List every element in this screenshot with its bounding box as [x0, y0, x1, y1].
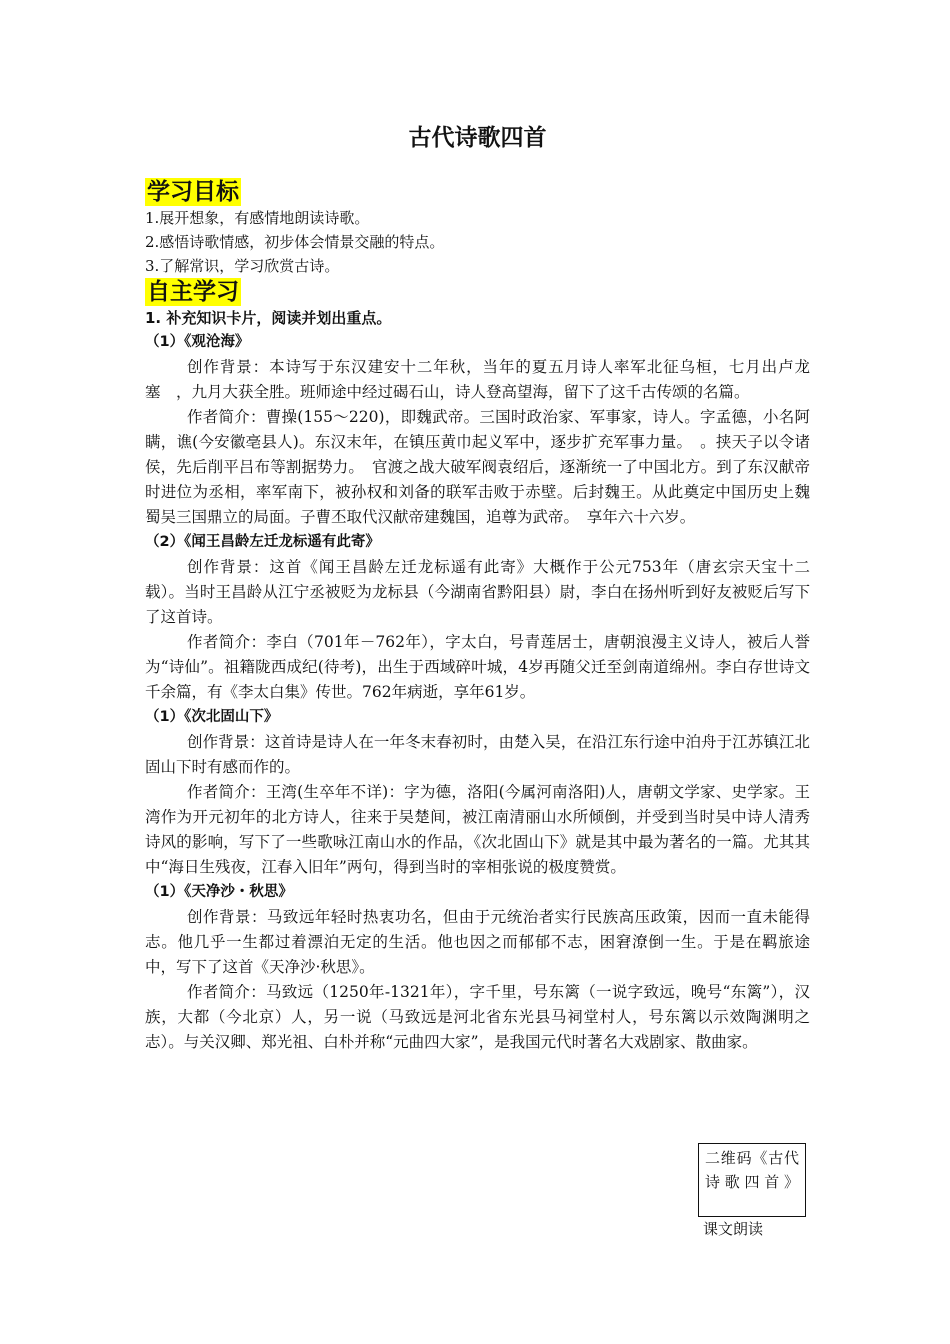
qr-caption: 课文朗读 — [703, 1220, 764, 1238]
poem-label: （1）《天净沙・秋思》 — [145, 884, 293, 900]
goals-section — [145, 178, 810, 278]
poem-background: 创作背景：这首诗是诗人在一年冬末春初时，由楚入吴，在沿江东行途中泊舟于江苏镇江北固山下时有感而作的。 — [145, 733, 810, 776]
task-instruction: 1. 补充知识卡片，阅读并划出重点。 — [145, 309, 392, 327]
qr-code-box: 二维码《古代诗歌四首》 — [698, 1143, 806, 1217]
heading-goals: 学习目标 — [147, 179, 239, 205]
poem-label: （2）《闻王昌龄左迁龙标遥有此寄》 — [145, 534, 380, 550]
poem-block-2 — [145, 530, 810, 705]
goal-item: 3.了解常识，学习欣赏古诗。 — [145, 257, 340, 275]
poem-background: 创作背景：马致远年轻时热衷功名，但由于元统治者实行民族高压政策，因而一直未能得志。他几乎一生都过着漂泊无定的生活。他也因之而郁郁不志，困窘潦倒一生。于是在羁旅途中，写下了这首《天净沙·秋思》。 — [145, 908, 810, 976]
poem-background: 创作背景：本诗写于东汉建安十二年秋，当年的夏五月诗人率军北征乌桓，七月出卢龙塞 ，九月大获全胜。班师途中经过碣石山，诗人登高望海，留下了这千古传颂的名篇。 — [145, 358, 810, 401]
poem-block-1 — [145, 330, 810, 530]
poem-author: 作者简介：曹操(155～220)，即魏武帝。三国时政治家、军事家，诗人。字孟德，小名阿瞒，谯(今安徽亳县人)。东汉末年，在镇压黄巾起义军中，逐步扩充军事力量。 。挟天子以令诸侯，先后削平吕布等割据势力。 官渡之战大破军阀袁绍后，逐渐统一了中国北方。到了东汉献帝时进位为丞相，率军南下，被孙权和刘备的联军击败于赤壁。后封魏王。从此奠定中国历史上魏蜀吴三国鼎立的局面。子曹丕取代汉献帝建魏国，追尊为武帝。 享年六十六岁。 — [145, 408, 810, 526]
poem-block-4 — [145, 880, 810, 1055]
heading-self-study: 自主学习 — [147, 279, 239, 305]
poem-author: 作者简介：马致远（1250年-1321年），字千里，号东篱（一说字致远，晚号“东篱”），汉族，大都（今北京）人，另一说（马致远是河北省东光县马祠堂村人，号东篱以示效陶渊明之志）。与关汉卿、郑光祖、白朴并称“元曲四大家”，是我国元代时著名大戏剧家、散曲家。 — [145, 983, 810, 1051]
poem-label: （1）《观沧海》 — [145, 334, 250, 350]
goal-item: 2.感悟诗歌情感，初步体会情景交融的特点。 — [145, 233, 445, 251]
document-body — [145, 120, 810, 1055]
poem-author: 作者简介：王湾(生卒年不详)：字为德，洛阳(今属河南洛阳)人，唐朝文学家、史学家。王湾作为开元初年的北方诗人，往来于吴楚间，被江南清丽山水所倾倒，并受到当时吴中诗人清秀诗风的影响，写下了一些歌咏江南山水的作品，《次北固山下》就是其中最为著名的一篇。尤其其中“海日生残夜，江春入旧年”两句，得到当时的宰相张说的极度赞赏。 — [145, 783, 810, 876]
poem-author: 作者简介：李白（701年－762年），字太白，号青莲居士，唐朝浪漫主义诗人，被后人誉为“诗仙”。祖籍陇西成纪(待考)，出生于西域碎叶城，4岁再随父迁至剑南道绵州。李白存世诗文千余篇，有《李太白集》传世。762年病逝，享年61岁。 — [145, 633, 810, 701]
poem-label: （1）《次北固山下》 — [145, 709, 279, 725]
poem-background: 创作背景：这首《闻王昌龄左迁龙标遥有此寄》大概作于公元753年（唐玄宗天宝十二载）。当时王昌龄从江宁丞被贬为龙标县（今湖南省黔阳县）尉，李白在扬州听到好友被贬后写下了这首诗。 — [145, 558, 810, 626]
goal-item: 1.展开想象，有感情地朗读诗歌。 — [145, 209, 370, 227]
page-title: 古代诗歌四首 — [408, 125, 547, 151]
poem-block-3 — [145, 705, 810, 880]
self-study-section — [145, 278, 810, 1055]
